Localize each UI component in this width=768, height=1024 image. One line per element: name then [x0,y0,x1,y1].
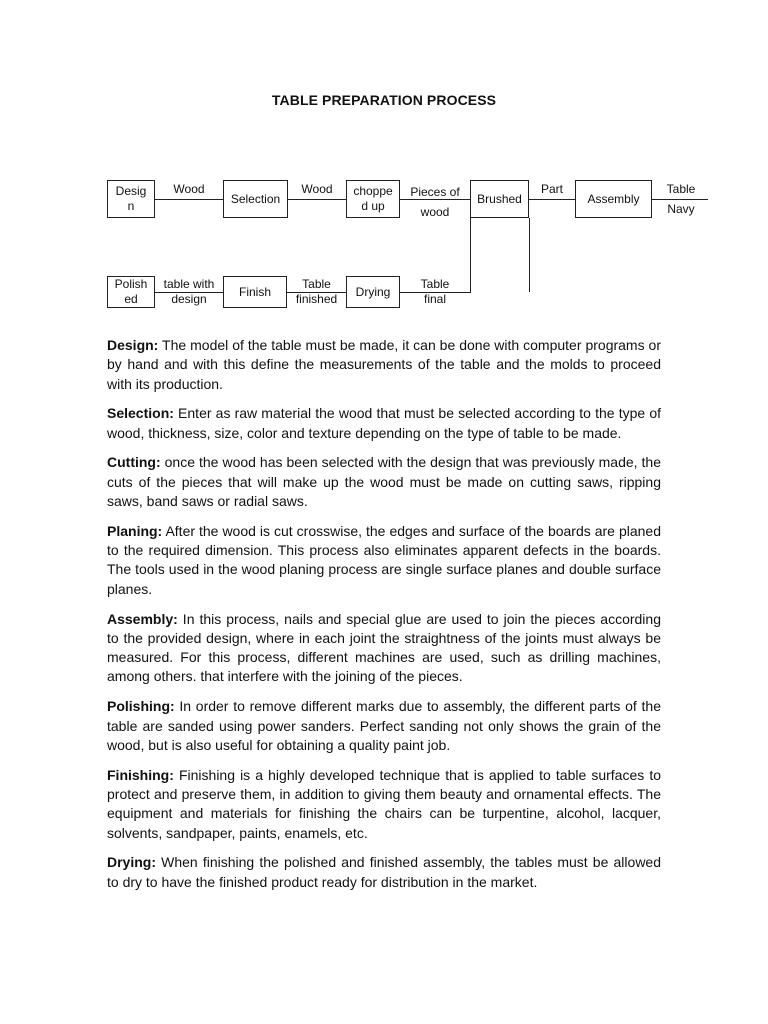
process-box-selection [223,180,288,218]
process-description [107,336,661,902]
connector-line [470,218,471,293]
connector-line [529,218,530,292]
paragraph-term: Design: [107,337,159,353]
paragraph-text: In order to remove different marks due to assembly, the different parts of the table are sanded using power sanders. Perfect sanding not only shows the grain of the wood, but is also useful for obtaining a quality paint job. [107,698,661,753]
process-box-brushed [470,180,529,218]
paragraph-term: Cutting: [107,454,161,471]
process-box-label: choppe d up [353,184,393,213]
process-box-label: Brushed [477,191,522,206]
connector-label: Navy [667,202,695,216]
paragraph-drying [107,853,661,892]
connector-line [155,199,223,200]
process-box-assembly [575,180,652,218]
process-box-chopped [346,180,400,218]
process-box-label: Finish [238,284,271,299]
connector-label: table with design [163,277,215,306]
connector-label: Wood [173,182,205,196]
paragraph-text: After the wood is cut crosswise, the edges and surface of the boards are planed to the required dimension. This process also eliminates apparent defects in the boards. The tools used in the wood planing process are single surface planes and double surface planes. [107,522,661,597]
process-box-drying [346,276,400,308]
page-title: TABLE PREPARATION PROCESS [271,92,497,108]
connector-line [529,199,575,200]
paragraph-cutting [107,453,661,511]
process-box-design [107,180,155,218]
paragraph-selection [107,404,661,443]
connector-label: Table final [420,277,450,306]
paragraph-text: Enter as raw material the wood that must be selected according to the type of wood, thickness, size, color and texture depending on the type of table to be made. [107,405,661,441]
connector-label: Table finished [295,277,338,306]
connector-label: Part [540,182,563,196]
paragraph-term: Assembly: [107,610,178,627]
process-box-label: Assembly [587,191,640,206]
paragraph-design [107,336,661,394]
process-box-label: Selection [230,191,281,206]
paragraph-text: When finishing the polished and finished assembly, the tables must be allowed to dry to have the finished product ready for distribution in the market. [107,854,661,890]
process-box-label: Polish ed [114,277,148,306]
paragraph-term: Drying: [107,854,156,871]
paragraph-term: Polishing: [107,698,175,715]
paragraph-assembly [107,610,661,687]
paragraph-term: Finishing: [107,766,174,783]
process-box-label: Drying [355,284,391,299]
paragraph-term: Planing: [107,522,163,539]
process-box-finish [223,276,287,308]
process-box-label: Desig n [115,184,147,213]
paragraph-text: Finishing is a highly developed technique that is applied to table surfaces to protect and preserve them, in addition to giving them beauty and ornamental effects. The equipment and materials for finishing the chairs can be turpentine, alcohol, lacquer, solvents, sandpaper, paints, enamels, etc. [107,766,661,841]
connector-label: Pieces of wood [410,185,460,219]
connector-line [652,199,708,200]
connector-label: Wood [301,182,333,196]
paragraph-text: The model of the table must be made, it can be done with computer programs or by hand and with this define the measurements of the table and the molds to proceed with its production. [107,337,661,392]
paragraph-polishing [107,697,661,755]
process-diagram [0,0,768,330]
paragraph-finishing [107,766,661,843]
paragraph-text: In this process, nails and special glue are used to join the pieces according to the provided design, where in each joint the straightness of the joints must always be measured. For this process, different machines are used, such as drilling machines, among others. that interfere with the joining of the pieces. [107,610,661,685]
paragraph-planing [107,522,661,599]
paragraph-text: once the wood has been selected with the design that was previously made, the cuts of the pieces that will make up the wood must be made on cutting saws, ripping saws, band saws or radial saws. [107,454,661,510]
connector-label: Table [666,182,696,196]
paragraph-term: Selection: [107,405,174,422]
connector-line [288,199,346,200]
process-box-polished [107,276,155,308]
